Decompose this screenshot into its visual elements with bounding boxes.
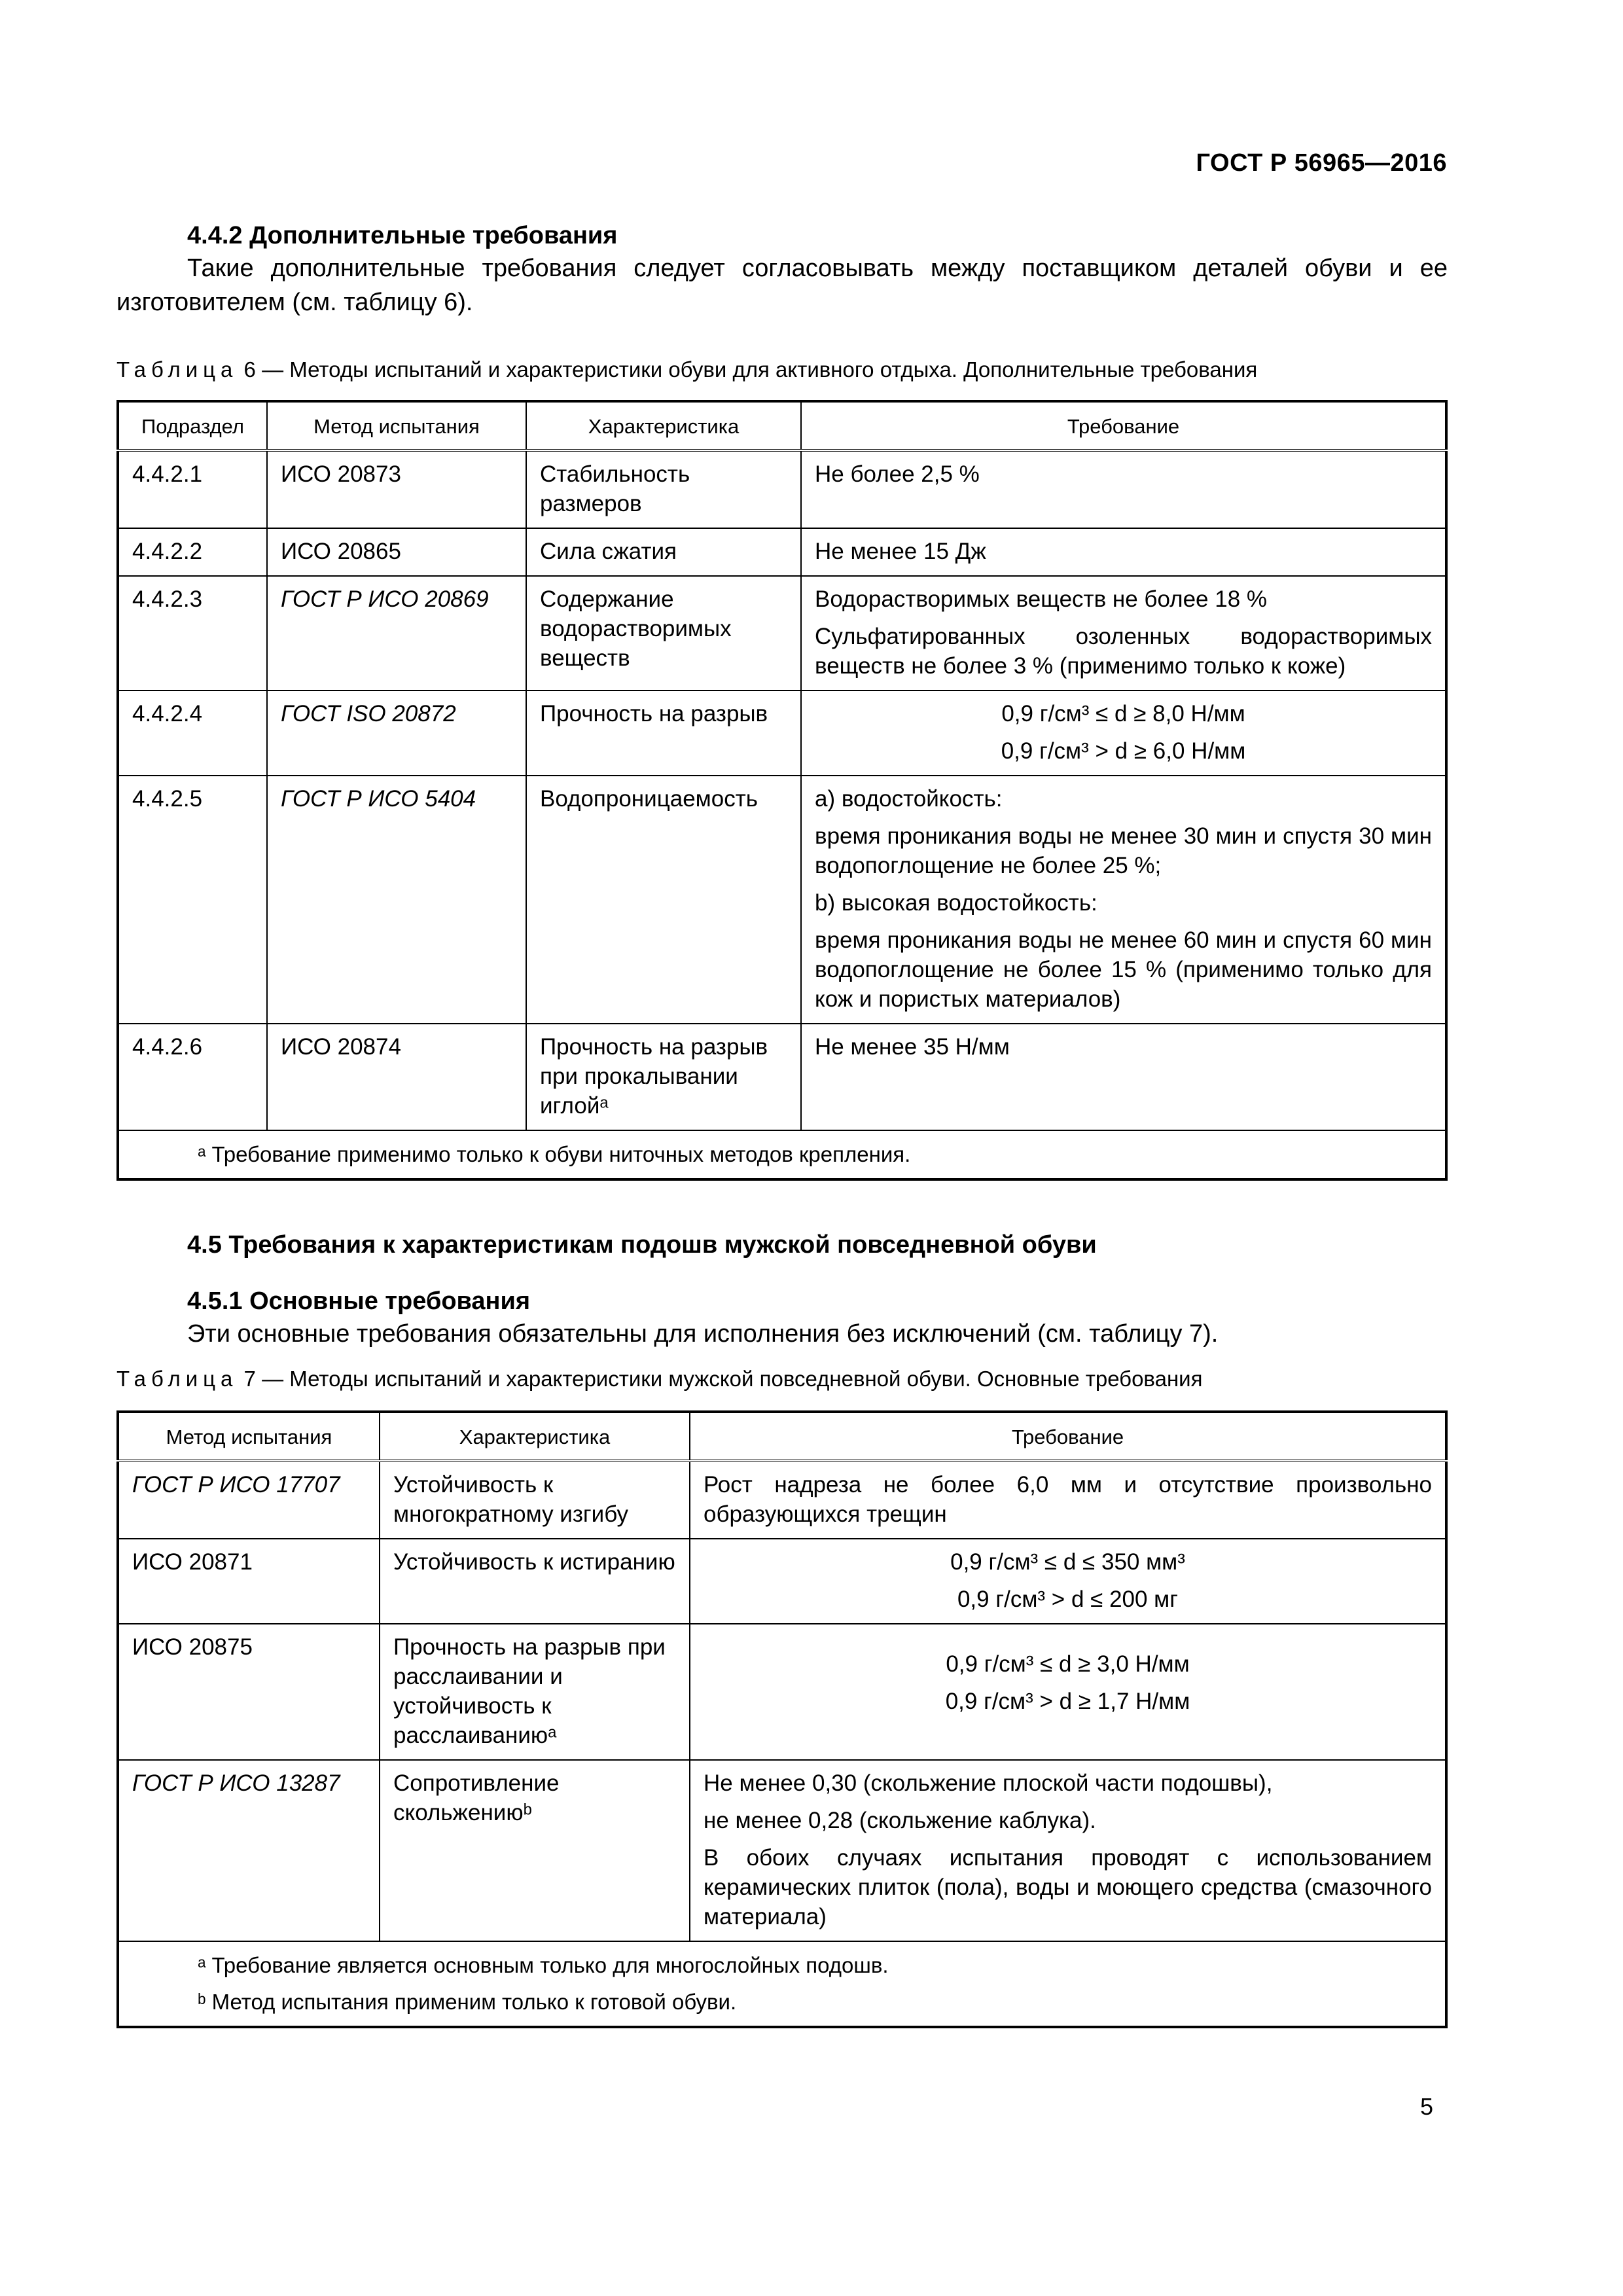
method-cell: ГОСТ Р ИСО 20869 [267,576,526,691]
table-row [118,691,1446,776]
column-header: Требование [690,1412,1446,1461]
table-footnotes [118,1130,1446,1179]
method-cell: ИСО 20865 [267,528,526,576]
requirement-formula: 0,9 г/см³ > d ≥ 6,0 Н/мм [1001,738,1246,764]
requirement-formula: 0,9 г/см³ > d ≥ 1,7 Н/мм [945,1689,1190,1714]
characteristic-cell: Содержание водорастворимых веществ [526,576,801,691]
method-cell: ИСО 20875 [118,1624,380,1760]
requirement-formula: 0,9 г/см³ ≤ d ≤ 350 мм³ [950,1549,1185,1575]
characteristic-cell: Устойчивость к многократному изгибу [380,1461,690,1539]
table-row [118,450,1446,528]
characteristic-cell: Прочность на разрыв при расслаивании и устойчивость к расслаиваниюᵃ [380,1624,690,1760]
method-cell: ИСО 20871 [118,1539,380,1624]
subsection-cell: 4.4.2.6 [118,1024,267,1130]
requirement-text: Сульфатированных озоленных водорастворимых веществ не более 3 % (применимо только к коже) [815,624,1432,679]
table6-caption [116,355,1448,384]
document-code: ГОСТ Р 56965—2016 [1196,149,1447,177]
table7-caption [116,1365,1448,1393]
requirement-cell [801,576,1446,691]
method-cell: ГОСТ ISO 20872 [267,691,526,776]
requirement-cell [690,1461,1446,1539]
requirement-formula: 0,9 г/см³ > d ≤ 200 мг [957,1587,1179,1612]
subsection-cell: 4.4.2.2 [118,528,267,576]
requirement-cell [690,1760,1446,1941]
column-header: Подраздел [118,401,267,450]
requirement-formula: 0,9 г/см³ ≤ d ≥ 8,0 Н/мм [1001,701,1245,726]
table-row [118,776,1446,1024]
characteristic-cell: Сопротивление скольжениюᵇ [380,1760,690,1941]
requirement-text: В обоих случаях испытания проводят с использованием керамических плиток (пола), воды и моющего средства (смазочного материала) [704,1845,1432,1929]
section-4-4-2 [116,220,1448,319]
table6 [116,400,1448,1181]
page-number: 5 [1419,2093,1433,2120]
section-text: Такие дополнительные требования следует согласовывать между поставщиком деталей обуви и ее изготовителем (см. таблицу 6). [116,255,1448,316]
table-header-row [118,1412,1446,1461]
column-header: Метод испытания [118,1412,380,1461]
requirement-text: Не более 2,5 % [815,461,980,487]
requirement-text: Не менее 0,30 (скольжение плоской части подошвы), [704,1770,1273,1796]
column-header: Характеристика [380,1412,690,1461]
footnote: ᵇ Метод испытания применим только к готовой обуви. [198,1990,737,2014]
requirement-formula: 0,9 г/см³ ≤ d ≥ 3,0 Н/мм [946,1651,1190,1677]
footnote-row [118,1130,1446,1179]
column-header: Требование [801,401,1446,450]
footnote-row [118,1941,1446,2027]
section-title: 4.5.1 Основные требования [187,1287,531,1315]
caption-text: 6 — Методы испытаний и характеристики обуви для активного отдыха. Дополнительные требования [238,357,1258,382]
subsection-cell: 4.4.2.3 [118,576,267,691]
requirement-text: b) высокая водостойкость: [815,890,1097,916]
column-header: Метод испытания [267,401,526,450]
characteristic-cell: Устойчивость к истиранию [380,1539,690,1624]
section-4-5-1 [116,1285,1448,1351]
requirement-text: а) водостойкость: [815,786,1003,812]
characteristic-cell: Водопроницаемость [526,776,801,1024]
characteristic-cell: Прочность на разрыв [526,691,801,776]
table-row [118,1461,1446,1539]
table-header-row [118,401,1446,450]
table-row [118,1024,1446,1130]
requirement-cell [801,691,1446,776]
requirement-cell [801,450,1446,528]
footnote: ᵃ Требование применимо только к обуви ниточных методов крепления. [198,1142,911,1166]
table-row [118,576,1446,691]
table-footnotes [118,1941,1446,2027]
method-cell: ГОСТ Р ИСО 13287 [118,1760,380,1941]
section-title: 4.4.2 Дополнительные требования [187,222,618,249]
characteristic-cell: Стабильность размеров [526,450,801,528]
subsection-cell: 4.4.2.1 [118,450,267,528]
method-cell: ИСО 20874 [267,1024,526,1130]
requirement-cell [690,1624,1446,1760]
caption-text: 7 — Методы испытаний и характеристики мужской повседневной обуви. Основные требования [238,1367,1203,1391]
caption-word: Таблица [116,357,238,382]
caption-word: Таблица [116,1367,238,1391]
table7 [116,1410,1448,2028]
method-cell: ГОСТ Р ИСО 17707 [118,1461,380,1539]
section-title: 4.5 Требования к характеристикам подошв мужской повседневной обуви [187,1231,1097,1259]
table-row [118,528,1446,576]
requirement-text: Не менее 15 Дж [815,539,986,564]
characteristic-cell: Прочность на разрыв при прокалывании иглойᵃ [526,1024,801,1130]
subsection-cell: 4.4.2.5 [118,776,267,1024]
method-cell: ИСО 20873 [267,450,526,528]
requirement-text: Не менее 35 Н/мм [815,1034,1010,1060]
requirement-cell [801,528,1446,576]
column-header: Характеристика [526,401,801,450]
table-row [118,1760,1446,1941]
requirement-text: время проникания воды не менее 60 мин и спустя 60 мин водопоглощение не более 15 % (применимо только для кож и пористых материалов) [815,927,1432,1012]
requirement-text: Водорастворимых веществ не более 18 % [815,586,1268,612]
table-row [118,1624,1446,1760]
section-4-5 [116,1229,1448,1261]
footnote: ᵃ Требование является основным только для многослойных подошв. [198,1953,889,1977]
section-text: Эти основные требования обязательны для исполнения без исключений (см. таблицу 7). [187,1320,1219,1348]
requirement-text: не менее 0,28 (скольжение каблука). [704,1808,1096,1833]
requirement-cell [801,776,1446,1024]
method-cell: ГОСТ Р ИСО 5404 [267,776,526,1024]
requirement-text: Рост надреза не более 6,0 мм и отсутствие произвольно образующихся трещин [704,1472,1432,1527]
requirement-cell [690,1539,1446,1624]
requirement-cell [801,1024,1446,1130]
subsection-cell: 4.4.2.4 [118,691,267,776]
characteristic-cell: Сила сжатия [526,528,801,576]
requirement-text: время проникания воды не менее 30 мин и спустя 30 мин водопоглощение не более 25 %; [815,823,1432,878]
table-row [118,1539,1446,1624]
